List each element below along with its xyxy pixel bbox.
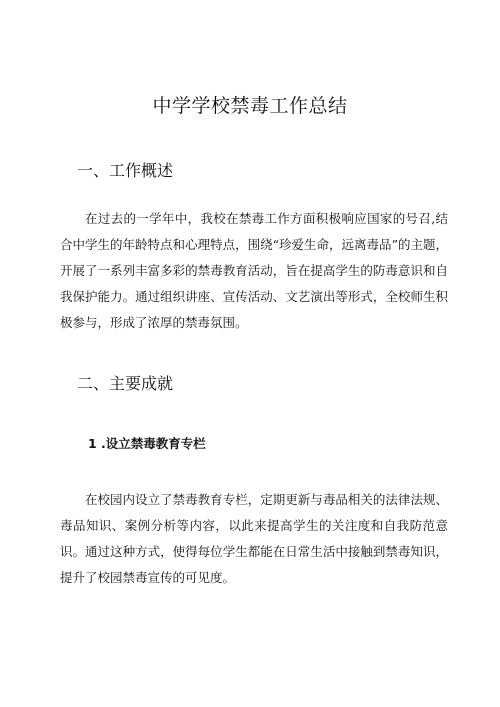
subsection-heading-column: 1 .设立禁毒教育专栏	[88, 436, 206, 451]
section-heading-overview: 一、工作概述	[77, 161, 174, 180]
paragraph-overview: 在过去的一学年中，我校在禁毒工作方面积极响应国家的号召,结合中学生的年龄特点和心理特点，围绕“珍爱生命，远离毒品”的主题，开展了一系列丰富多彩的禁毒教育活动，旨在提高学生的防毒意识和自我保护能力。通过组织讲座、宣传活动、文艺演出等形式，全校师生积极参与，形成了浓厚的禁毒氛围。	[60, 211, 448, 330]
document-title: 中学学校禁毒工作总结	[152, 95, 348, 117]
section-heading-achievements: 二、主要成就	[77, 374, 174, 393]
paragraph-column: 在校园内设立了禁毒教育专栏，定期更新与毒品相关的法律法规、毒品知识、案例分析等内容，以此来提高学生的关注度和自我防范意识。通过这种方式，使得每位学生都能在日常生活中接触到禁毒知识，提升了校园禁毒宣传的可见度。	[60, 492, 448, 585]
